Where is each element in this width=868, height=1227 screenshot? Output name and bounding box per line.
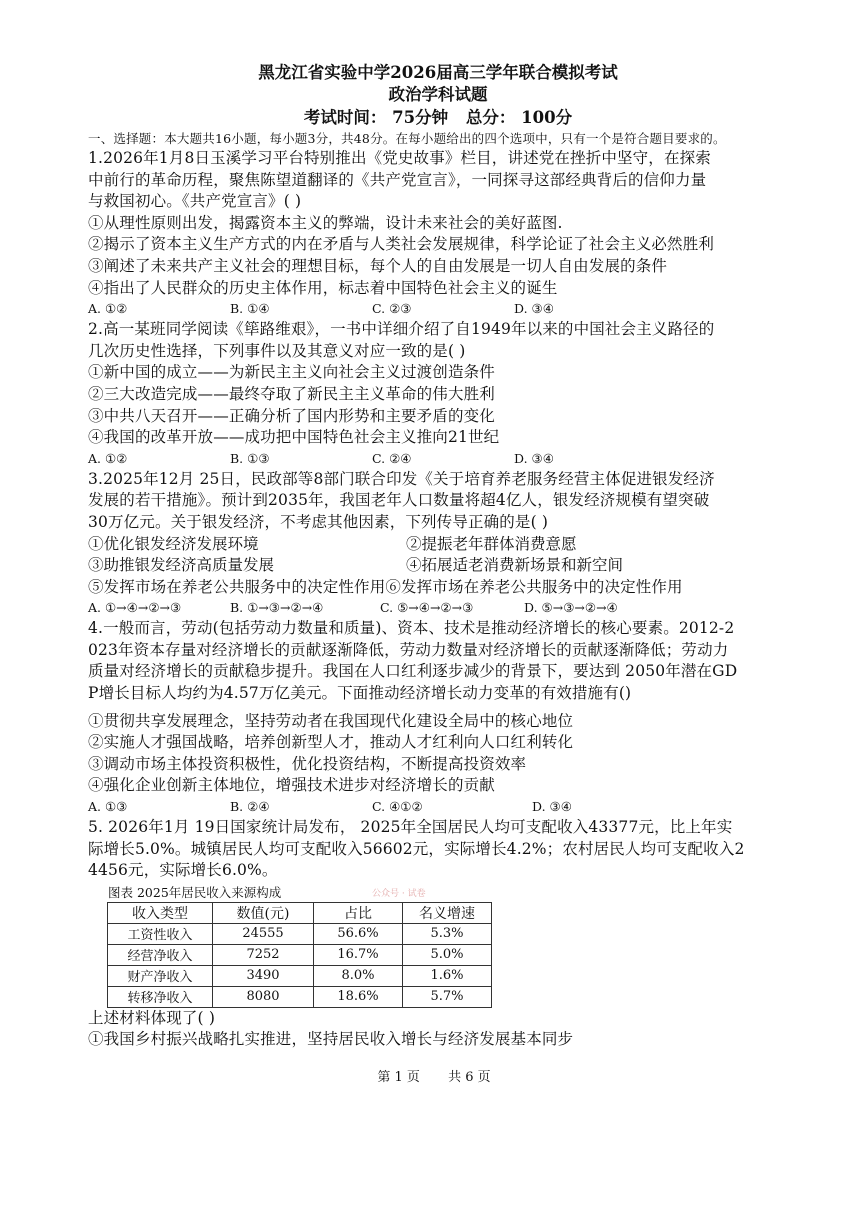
q1-stem-line: 1.2026年1月8日玉溪学习平台特别推出《党史故事》栏目，讲述党在挫折中坚守，在探索: [88, 149, 711, 167]
q2-item: ②三大改造完成——最终夺取了新民主主义革命的伟大胜利: [88, 384, 495, 403]
q3-item: ④拓展适老消费新场景和新空间: [406, 556, 624, 575]
income-table: [107, 902, 492, 1008]
question-1: [88, 148, 788, 319]
q4-item: ④强化企业创新主体地位，增强技术进步对经济增长的贡献: [88, 776, 495, 795]
q1-option-a[interactable]: A. ①②: [88, 301, 128, 317]
q2-item: ①新中国的成立——为新民主主义向社会主义过渡创造条件: [88, 363, 495, 382]
q4-option-d[interactable]: D. ③④: [532, 799, 572, 815]
table-cell: 56.6%: [314, 923, 403, 944]
q4-stem-line: 4.一般而言，劳动(包括劳动力数量和质量)、资本、技术是推动经济增长的核心要素。2012-2: [88, 619, 735, 638]
section-instructions: 一、选择题：本大题共16小题，每小题3分，共48分。在每小题给出的四个选项中，只有一个是符合题目要求的。: [88, 131, 726, 146]
table-cell: 财产净收入: [108, 965, 213, 986]
q3-item: ③助推银发经济高质量发展: [88, 556, 275, 575]
question-5: [88, 817, 788, 1051]
q2-item: ③中共八天召开——正确分析了国内形势和主要矛盾的变化: [88, 406, 495, 425]
q5-stem-line: 4456元，实际增长6.0%。: [88, 861, 278, 880]
table-cell: 转移净收入: [108, 986, 213, 1007]
table-cell: 5.7%: [403, 986, 492, 1007]
page-number: 第 1 页: [377, 1070, 420, 1085]
q3-option-c[interactable]: C. ⑤→④→②→③: [380, 600, 474, 616]
q1-option-b[interactable]: B. ①④: [230, 301, 270, 317]
table-row: [108, 986, 492, 1007]
q3-item: ①优化银发经济发展环境: [88, 534, 259, 553]
exam-title: 黑龙江省实验中学2026届高三学年联合模拟考试: [258, 63, 618, 82]
question-2: [88, 319, 788, 469]
table-row: [108, 923, 492, 944]
q3-option-b[interactable]: B. ①→③→②→④: [230, 600, 324, 616]
q2-option-d[interactable]: D. ③④: [514, 450, 554, 466]
q4-option-c[interactable]: C. ④①②: [372, 799, 423, 815]
question-4: [88, 618, 788, 817]
q3-item: ②提振老年群体消费意愿: [406, 534, 577, 553]
table-cell: 经营净收入: [108, 944, 213, 965]
q2-item: ④我国的改革开放——成功把中国特色社会主义推向21世纪: [88, 428, 500, 447]
q4-stem-line: 023年资本存量对经济增长的贡献逐渐降低，劳动力数量对经济增长的贡献逐渐降低；劳动力: [88, 640, 729, 659]
q1-item: ③阐述了未来共产主义社会的理想目标，每个人的自由发展是一切人自由发展的条件: [88, 256, 668, 275]
q3-options: [88, 598, 788, 618]
q4-option-b[interactable]: B. ②④: [230, 799, 270, 815]
q3-stem-line: 发展的若干措施》。预计到2035年，我国老年人口数量将超4亿人，银发经济规模有望突破: [88, 491, 710, 510]
table-cell: 8080: [213, 986, 314, 1007]
q5-item: ①我国乡村振兴战略扎实推进，坚持居民收入增长与经济发展基本同步: [88, 1030, 574, 1049]
score-label: 总分： 100分: [465, 108, 573, 127]
question-3: [88, 469, 788, 619]
q2-option-c[interactable]: C. ②④: [372, 450, 412, 466]
table-cell: 工资性收入: [108, 923, 213, 944]
q3-stem-line: 30万亿元。关于银发经济，不考虑其他因素，下列传导正确的是( ): [88, 512, 549, 531]
q5-stem-line: 上述材料体现了( ): [88, 1008, 216, 1027]
table-cell: 18.6%: [314, 986, 403, 1007]
q5-table-caption: 图表 2025年居民收入来源构成: [108, 884, 282, 900]
q2-option-a[interactable]: A. ①②: [88, 450, 128, 466]
q4-stem-line: 质量对经济增长的贡献稳步提升。我国在人口红利逐步减少的背景下，要达到 2050年潜在GD: [88, 662, 738, 681]
q1-stem-line: 与救国初心。《共产党宣言》( ): [88, 192, 302, 211]
page-total: 共 6 页: [448, 1070, 491, 1085]
q1-stem-line: 中前行的革命历程，聚焦陈望道翻译的《共产党宣言》，一同探寻这部经典背后的信仰力量: [88, 170, 707, 189]
q1-options: [88, 299, 788, 319]
table-cell: 5.3%: [403, 923, 492, 944]
q1-item: ②揭示了资本主义生产方式的内在矛盾与人类社会发展规律，科学论证了社会主义必然胜利: [88, 235, 715, 254]
table-header-cell: 占比: [314, 902, 403, 923]
q2-option-b[interactable]: B. ①③: [230, 450, 270, 466]
q4-item: ③调动市场主体投资积极性，优化投资结构，不断提高投资效率: [88, 754, 527, 773]
table-header-cell: 数值(元): [213, 902, 314, 923]
table-cell: 24555: [213, 923, 314, 944]
q3-items-row: [88, 534, 788, 556]
table-row: [108, 965, 492, 986]
q3-items-row: [88, 555, 788, 577]
q2-stem-line: 几次历史性选择，下列事件以及其意义对应一致的是( ): [88, 341, 466, 360]
exam-page: [88, 62, 788, 1051]
table-header-cell: 收入类型: [108, 902, 213, 923]
q3-item: ⑤发挥市场在养老公共服务中的决定性作用⑥发挥市场在养老公共服务中的决定性作用: [88, 577, 683, 596]
table-cell: 8.0%: [314, 965, 403, 986]
q3-option-d[interactable]: D. ⑤→③→②→④: [524, 600, 618, 616]
q1-option-d[interactable]: D. ③④: [514, 301, 554, 317]
q2-options: [88, 449, 788, 469]
exam-meta: [88, 106, 788, 130]
q1-item: ①从理性原则出发，揭露资本主义的弊端，设计未来社会的美好蓝图.: [88, 213, 563, 232]
q5-stem-line: 际增长5.0%。城镇居民人均可支配收入56602元，实际增长4.2%；农村居民人均可支配收入2: [88, 839, 745, 858]
table-cell: 7252: [213, 944, 314, 965]
q4-item: ②实施人才强国战略，培养创新型人才，推动人才红利向人口红利转化: [88, 733, 574, 752]
table-row: [108, 944, 492, 965]
table-cell: 3490: [213, 965, 314, 986]
watermark: 公众号 · 试卷: [372, 889, 426, 899]
q2-stem-line: 2.高一某班同学阅读《筚路维艰》，一书中详细介绍了自1949年以来的中国社会主义路径的: [88, 320, 715, 339]
q4-stem-line: P增长目标人均约为4.57万亿美元。下面推动经济增长动力变革的有效措施有(): [88, 684, 632, 703]
q4-option-a[interactable]: A. ①③: [88, 799, 128, 815]
q5-stem-line: 5. 2026年1月 19日国家统计局发布， 2025年全国居民人均可支配收入43377元，比上年实: [88, 818, 733, 837]
page-footer: [0, 1066, 868, 1085]
table-cell: 5.0%: [403, 944, 492, 965]
q3-option-a[interactable]: A. ①→④→②→③: [88, 600, 182, 616]
q1-item: ④指出了人民群众的历史主体作用，标志着中国特色社会主义的诞生: [88, 278, 558, 297]
q3-stem-line: 3.2025年12月 25日，民政部等8部门联合印发《关于培育养老服务经营主体促进银发经济: [88, 469, 715, 488]
table-cell: 16.7%: [314, 944, 403, 965]
q4-item: ①贯彻共享发展理念，坚持劳动者在我国现代化建设全局中的核心地位: [88, 711, 574, 730]
exam-subject: 政治学科试题: [388, 85, 488, 104]
q1-option-c[interactable]: C. ②③: [372, 301, 412, 317]
table-header-cell: 名义增速: [403, 902, 492, 923]
q4-options: [88, 797, 788, 817]
table-cell: 1.6%: [403, 965, 492, 986]
table-header-row: [108, 902, 492, 923]
time-label: 考试时间： 75分钟: [303, 108, 449, 127]
